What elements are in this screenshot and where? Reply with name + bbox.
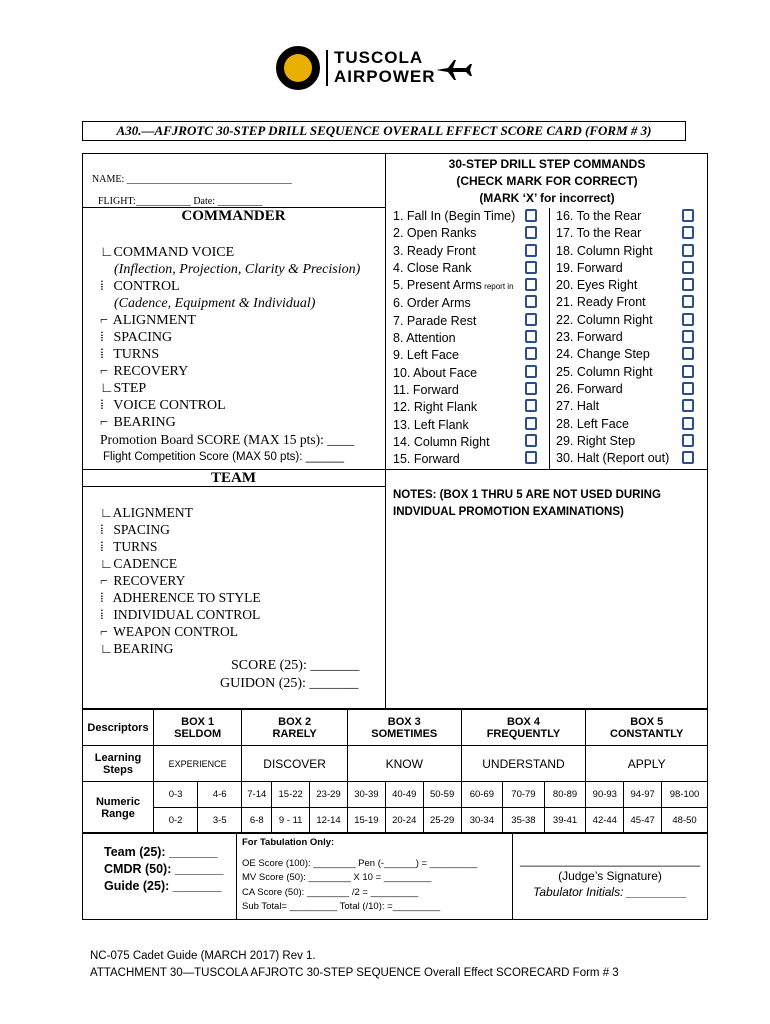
command-item: 20. Eyes Right: [556, 278, 638, 293]
range-cell: 30-34: [461, 808, 503, 834]
checkboxes-right: [682, 209, 694, 468]
team-total[interactable]: Team (25): _______: [104, 845, 218, 859]
guidon-score[interactable]: GUIDON (25): _______: [220, 676, 359, 691]
name-field[interactable]: NAME: _________________________________: [92, 174, 292, 185]
cmdr-total[interactable]: CMDR (50): _______: [104, 862, 224, 876]
report-in-note: report in: [484, 282, 514, 292]
team-item[interactable]: ∟ BEARING: [100, 641, 174, 656]
command-item: 18. Column Right: [556, 243, 653, 258]
box-2-header: BOX 2 RARELY: [242, 710, 348, 746]
step-discover: DISCOVER: [242, 746, 348, 782]
step-checkbox[interactable]: [682, 295, 694, 308]
step-experience: EXPERIENCE: [154, 746, 242, 782]
ca-score[interactable]: CA Score (50): ________ /2 = _________: [242, 886, 419, 898]
range-cell: 50-59: [423, 782, 461, 808]
commander-item[interactable]: ⁞ VOICE CONTROL: [100, 398, 226, 413]
step-checkbox[interactable]: [525, 209, 537, 222]
step-checkbox[interactable]: [682, 382, 694, 395]
brand-line-1: TUSCOLA: [334, 48, 424, 67]
command-item: 13. Left Flank: [393, 417, 469, 432]
final-scores: [104, 844, 224, 895]
commander-item-note: (Inflection, Projection, Clarity & Precision): [114, 262, 361, 277]
command-item: 26. Forward: [556, 381, 623, 396]
step-checkbox[interactable]: [682, 347, 694, 360]
range-cell: 94-97: [624, 782, 662, 808]
commander-heading: COMMANDER: [181, 208, 286, 224]
range-cell: 60-69: [461, 782, 503, 808]
command-item: 5. Present Arms report in: [393, 278, 514, 293]
range-cell: 45-47: [624, 808, 662, 834]
jet-icon: [436, 60, 472, 80]
flight-competition-score[interactable]: Flight Competition Score (MAX 50 pts): ______: [103, 451, 344, 463]
team-item[interactable]: ∟ ALIGNMENT: [100, 505, 193, 520]
footer-line-1: NC-075 Cadet Guide (MARCH 2017) Rev 1.: [90, 950, 316, 962]
command-item: 19. Forward: [556, 260, 623, 275]
command-item: 27. Halt: [556, 399, 600, 414]
step-checkbox[interactable]: [525, 313, 537, 326]
commands-left: [393, 208, 515, 468]
signature-line[interactable]: ___________________________: [520, 853, 701, 867]
range-cell: 3-5: [198, 808, 242, 834]
range-cell: 6-8: [242, 808, 272, 834]
mv-score[interactable]: MV Score (50): ________ X 10 = _________: [242, 872, 432, 883]
step-checkbox[interactable]: [525, 261, 537, 274]
box-5-header: BOX 5 CONSTANTLY: [586, 710, 708, 746]
range-cell: 15-22: [272, 782, 310, 808]
box-4-header: BOX 4 FREQUENTLY: [461, 710, 586, 746]
range-cell: 40-49: [385, 782, 423, 808]
step-checkbox[interactable]: [682, 209, 694, 222]
learning-steps-label: Learning Steps: [83, 746, 154, 782]
command-item: 25. Column Right: [556, 364, 653, 379]
range-cell: 42-44: [586, 808, 624, 834]
command-item: 30. Halt (Report out): [556, 451, 670, 466]
tuscola-airpower-logo: [276, 46, 476, 92]
box-3-header: BOX 3 SOMETIMES: [347, 710, 461, 746]
box-1-header: BOX 1 SELDOM: [154, 710, 242, 746]
command-item: 12. Right Flank: [393, 400, 478, 415]
step-checkbox[interactable]: [682, 226, 694, 239]
command-item: 15. Forward: [393, 452, 460, 467]
team-heading: TEAM: [211, 470, 256, 486]
checkboxes-left: [525, 209, 537, 468]
flight-date-field[interactable]: FLIGHT:___________ Date: _________: [98, 196, 263, 207]
team-item[interactable]: ⌐ RECOVERY: [100, 573, 186, 588]
range-cell: 7-14: [242, 782, 272, 808]
commander-item[interactable]: ⁞ TURNS: [100, 347, 160, 362]
range-cell: 70-79: [503, 782, 545, 808]
command-item: 10. About Face: [393, 365, 478, 380]
step-checkbox[interactable]: [525, 382, 537, 395]
step-checkbox[interactable]: [682, 278, 694, 291]
command-item: 21. Ready Front: [556, 295, 646, 310]
command-item: 22. Column Right: [556, 312, 653, 327]
range-cell: 12-14: [310, 808, 348, 834]
team-item[interactable]: ∟ CADENCE: [100, 556, 178, 571]
range-cell: 15-19: [347, 808, 385, 834]
range-cell: 23-29: [310, 782, 348, 808]
command-item: 29. Right Step: [556, 433, 636, 448]
notes: NOTES: (BOX 1 THRU 5 ARE NOT USED DURING INDVIDUAL PROMOTION EXAMINATIONS): [393, 489, 661, 518]
footer-line-2: ATTACHMENT 30—TUSCOLA AFJROTC 30-STEP SEQUENCE Overall Effect SCORECARD Form # 3: [90, 967, 619, 979]
numeric-range-label: Numeric Range: [83, 782, 154, 834]
range-cell: 0-2: [154, 808, 198, 834]
commander-item[interactable]: ⌐ RECOVERY: [100, 364, 189, 379]
step-checkbox[interactable]: [682, 244, 694, 257]
command-item: 9. Left Face: [393, 348, 460, 363]
command-item: 8. Attention: [393, 331, 456, 346]
command-item: 14. Column Right: [393, 434, 490, 449]
step-know: KNOW: [347, 746, 461, 782]
step-checkbox[interactable]: [525, 347, 537, 360]
step-checkbox[interactable]: [682, 313, 694, 326]
step-checkbox[interactable]: [525, 226, 537, 239]
range-cell: 20-24: [385, 808, 423, 834]
commander-item[interactable]: ∟ COMMAND VOICE: [100, 245, 235, 260]
step-checkbox[interactable]: [525, 451, 537, 464]
step-checkbox[interactable]: [682, 399, 694, 412]
commands-right: [556, 208, 669, 467]
step-checkbox[interactable]: [525, 244, 537, 257]
commander-item[interactable]: ⌐ BEARING: [100, 415, 176, 430]
commander-item-note: (Cadence, Equipment & Individual): [114, 296, 316, 311]
step-checkbox[interactable]: [525, 278, 537, 291]
tabulation-block: For Tabulation Only: OE Score (100): ________ Pen (-______) = _________ MV Score (50): ________ X 10 = _________ CA Score (50): ________ /2 = _________ Sub Total= _________ Total (/10): =_________: [242, 836, 477, 915]
command-item: 3. Ready Front: [393, 243, 476, 258]
range-cell: 39-41: [544, 808, 586, 834]
scoring-grid: [82, 709, 708, 834]
step-checkbox[interactable]: [525, 330, 537, 343]
commands-heading: 30-STEP DRILL STEP COMMANDS (CHECK MARK FOR CORRECT) (MARK ‘X’ for incorrect): [448, 157, 646, 205]
range-cell: 98-100: [662, 782, 708, 808]
judge-signature-label: (Judge’s Signature): [558, 869, 662, 883]
step-checkbox[interactable]: [682, 330, 694, 343]
team-item[interactable]: ⁞ ADHERENCE TO STYLE: [100, 590, 261, 605]
range-cell: 80-89: [544, 782, 586, 808]
range-cell: 4-6: [198, 782, 242, 808]
commander-list: [100, 244, 360, 431]
team-item[interactable]: ⁞ INDIVIDUAL CONTROL: [100, 607, 261, 622]
step-checkbox[interactable]: [525, 417, 537, 430]
brand-line-2: AIRPOWER: [334, 67, 436, 86]
team-score[interactable]: SCORE (25): _______: [231, 658, 360, 673]
range-cell: 35-38: [503, 808, 545, 834]
form-title: A30.—AFJROTC 30-STEP DRILL SEQUENCE OVERALL EFFECT SCORE CARD (FORM # 3): [82, 121, 686, 141]
range-cell: 9 - 11: [272, 808, 310, 834]
command-item: 7. Parade Rest: [393, 313, 477, 328]
team-list: [100, 504, 261, 657]
command-item: 23. Forward: [556, 330, 623, 345]
guide-total[interactable]: Guide (25): _______: [104, 879, 222, 893]
step-understand: UNDERSTAND: [461, 746, 586, 782]
command-item: 17. To the Rear: [556, 226, 642, 241]
team-item[interactable]: ⁞ SPACING: [100, 522, 170, 537]
range-cell: 30-39: [347, 782, 385, 808]
emblem-icon: [276, 46, 320, 90]
step-checkbox[interactable]: [525, 399, 537, 412]
command-item: 4. Close Rank: [393, 260, 472, 275]
step-checkbox[interactable]: [682, 417, 694, 430]
step-checkbox[interactable]: [525, 295, 537, 308]
commander-item[interactable]: ⌐ ALIGNMENT: [100, 313, 196, 328]
page-footer: [90, 948, 619, 982]
range-cell: 90-93: [586, 782, 624, 808]
promotion-score[interactable]: Promotion Board SCORE (MAX 15 pts): ____: [100, 432, 355, 447]
commander-item[interactable]: ⁞ CONTROL: [100, 279, 180, 294]
step-checkbox[interactable]: [682, 451, 694, 464]
commander-item[interactable]: ⁞ SPACING: [100, 330, 173, 345]
range-cell: 25-29: [423, 808, 461, 834]
command-item: 11. Forward: [393, 382, 459, 397]
command-item: 1. Fall In (Begin Time): [393, 209, 516, 223]
step-checkbox[interactable]: [682, 434, 694, 447]
oe-score[interactable]: OE Score (100): ________ Pen (-______) = _________: [242, 857, 478, 869]
sub-total[interactable]: Sub Total= _________ Total (/10): =_________: [242, 901, 441, 912]
descriptors-label: Descriptors: [83, 710, 154, 746]
command-item: 28. Left Face: [556, 416, 629, 431]
team-item[interactable]: ⁞ TURNS: [100, 539, 158, 554]
command-item: 6. Order Arms: [393, 296, 471, 311]
team-item[interactable]: ⌐ WEAPON CONTROL: [100, 624, 239, 639]
range-cell: 48-50: [662, 808, 708, 834]
step-checkbox[interactable]: [525, 434, 537, 447]
commander-item[interactable]: ∟ STEP: [100, 381, 147, 396]
step-checkbox[interactable]: [525, 365, 537, 378]
step-checkbox[interactable]: [682, 261, 694, 274]
range-cell: 0-3: [154, 782, 198, 808]
tabulator-initials[interactable]: Tabulator Initials: _________: [533, 885, 687, 899]
step-apply: APPLY: [586, 746, 708, 782]
command-item: 16. To the Rear: [556, 209, 642, 223]
signature-block: [520, 852, 700, 900]
step-checkbox[interactable]: [682, 365, 694, 378]
command-item: 24. Change Step: [556, 347, 650, 362]
command-item: 2. Open Ranks: [393, 226, 477, 241]
